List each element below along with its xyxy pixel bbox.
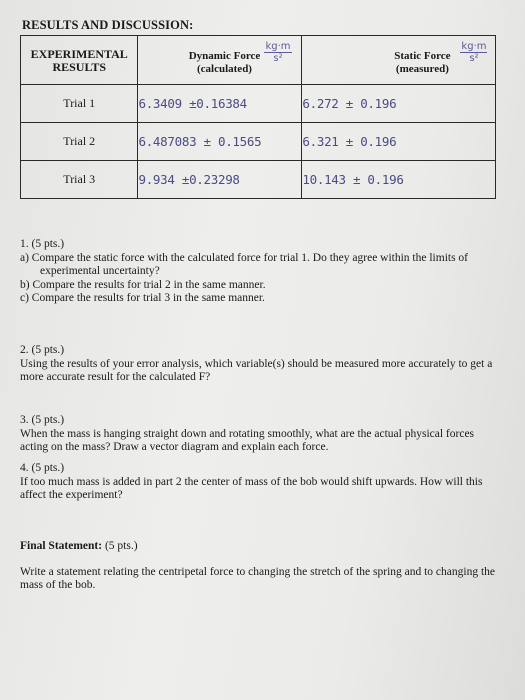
experimental-label-line2: RESULTS xyxy=(52,60,107,74)
final-statement-points: (5 pts.) xyxy=(102,540,138,552)
trial-label: Trial 1 xyxy=(21,85,138,123)
question-1 xyxy=(20,238,496,306)
question-3-text: When the mass is hanging straight down and rotating smoothly, what are the actual physical forces acting on the mass? Draw a vector diagram and explain each force. xyxy=(20,427,475,453)
question-2-text: Using the results of your error analysis, which variable(s) should be measured more accurately to get a more accurate result for the calculated F? xyxy=(20,357,493,383)
table-row xyxy=(21,123,496,161)
dynamic-force-value: 9.934 ±0.23298 xyxy=(138,161,302,199)
final-statement xyxy=(20,540,496,593)
question-4-title: 4. (5 pts.) xyxy=(20,462,65,474)
dynamic-force-sublabel: (calculated) xyxy=(196,63,252,75)
experimental-results-header xyxy=(21,36,138,85)
question-2 xyxy=(20,344,496,385)
question-1a-continued: experimental uncertainty? xyxy=(40,265,160,277)
dynamic-force-value: 6.3409 ±0.16384 xyxy=(138,85,302,123)
table-row xyxy=(21,85,496,123)
static-force-header xyxy=(302,36,496,85)
question-2-title: 2. (5 pts.) xyxy=(20,344,65,356)
question-4 xyxy=(20,462,496,503)
question-3 xyxy=(20,414,496,455)
static-force-label: Static Force xyxy=(394,50,451,62)
trial-label: Trial 2 xyxy=(21,123,138,161)
question-1c: c) Compare the results for trial 3 in the same manner. xyxy=(20,292,265,304)
dynamic-force-value: 6.487083 ± 0.1565 xyxy=(138,123,302,161)
dynamic-force-unit: $\frac{kg\cdot m}{\text{s²}}$ xyxy=(265,41,291,64)
trial-label: Trial 3 xyxy=(21,161,138,199)
final-statement-text: Write a statement relating the centripetal force to changing the stretch of the spring and to changing the mass of the bob. xyxy=(20,565,496,591)
question-1b: b) Compare the results for trial 2 in the same manner. xyxy=(20,278,266,291)
static-force-value: 6.321 ± 0.196 xyxy=(302,123,496,161)
question-4-text: If too much mass is added in part 2 the center of mass of the bob would shift upwards. How will this affect the experiment? xyxy=(20,475,483,501)
static-force-unit: $\frac{kg\cdot m}{\text{s²}}$ xyxy=(461,41,487,64)
table-header-row xyxy=(21,36,496,85)
table-row xyxy=(21,161,496,199)
dynamic-force-label: Dynamic Force xyxy=(188,50,261,62)
section-heading: RESULTS AND DISCUSSION: xyxy=(22,18,194,32)
question-1-title: 1. (5 pts.) xyxy=(20,238,65,250)
dynamic-force-header xyxy=(138,36,302,85)
static-force-value: 10.143 ± 0.196 xyxy=(302,161,496,199)
results-table xyxy=(20,35,496,199)
final-statement-label: Final Statement: xyxy=(20,540,103,552)
question-3-title: 3. (5 pts.) xyxy=(20,414,65,426)
question-1a: a) Compare the static force with the calculated force for trial 1. Do they agree within the limits of xyxy=(20,251,469,264)
experimental-label-line1: EXPERIMENTAL xyxy=(30,47,128,61)
static-force-sublabel: (measured) xyxy=(395,63,449,75)
static-force-value: 6.272 ± 0.196 xyxy=(302,85,496,123)
